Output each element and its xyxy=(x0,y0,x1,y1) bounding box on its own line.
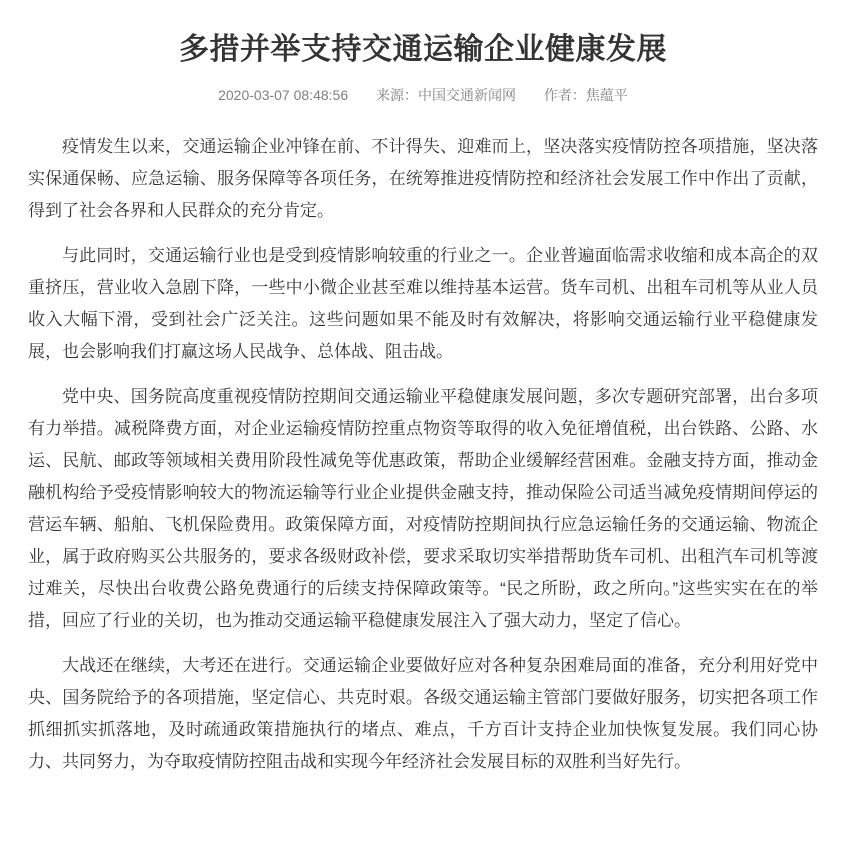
article-author: 作者：焦蕴平 xyxy=(543,87,628,103)
article-paragraph: 与此同时，交通运输行业也是受到疫情影响较重的行业之一。企业普遍面临需求收缩和成本高企的双重挤压，营业收入急剧下降，一些中小微企业甚至难以维持基本运营。货车司机、出租车司机等从业人员收入大幅下滑，受到社会广泛关注。这些问题如果不能及时有效解决，将影响交通运输行业平稳健康发展，也会影响我们打赢这场人民战争、总体战、阻击战。 xyxy=(28,246,818,361)
publish-time: 2020-03-07 08:48:56 xyxy=(218,87,349,103)
article-page xyxy=(0,30,846,778)
article-body xyxy=(28,131,818,778)
article-title: 多措并举支持交通运输企业健康发展 xyxy=(179,33,667,66)
article-paragraph: 党中央、国务院高度重视疫情防控期间交通运输业平稳健康发展问题，多次专题研究部署，出台多项有力举措。减税降费方面，对企业运输疫情防控重点物资等取得的收入免征增值税，出台铁路、公路、水运、民航、邮政等领域相关费用阶段性减免等优惠政策，帮助企业缓解经营困难。金融支持方面，推动金融机构给予受疫情影响较大的物流运输等行业企业提供金融支持，推动保险公司适当减免疫情期间停运的营运车辆、船舶、飞机保险费用。政策保障方面，对疫情防控期间执行应急运输任务的交通运输、物流企业，属于政府购买公共服务的，要求各级财政补偿，要求采取切实举措帮助货车司机、出租汽车司机等渡过难关，尽快出台收费公路免费通行的后续支持保障政策等。“民之所盼，政之所向。”这些实实在在的举措，回应了行业的关切，也为推动交通运输平稳健康发展注入了强大动力，坚定了信心。 xyxy=(28,387,818,630)
article-paragraph: 疫情发生以来，交通运输企业冲锋在前、不计得失、迎难而上，坚决落实疫情防控各项措施，坚决落实保通保畅、应急运输、服务保障等各项任务，在统筹推进疫情防控和经济社会发展工作中作出了贡献，得到了社会各界和人民群众的充分肯定。 xyxy=(28,137,818,220)
article-source: 来源：中国交通新闻网 xyxy=(376,87,516,103)
article-paragraph: 大战还在继续，大考还在进行。交通运输企业要做好应对各种复杂困难局面的准备，充分利用好党中央、国务院给予的各项措施，坚定信心、共克时艰。各级交通运输主管部门要做好服务，切实把各项工作抓细抓实抓落地，及时疏通政策措施执行的堵点、难点，千方百计支持企业加快恢复发展。我们同心协力、共同努力，为夺取疫情防控阻击战和实现今年经济社会发展目标的双胜利当好先行。 xyxy=(28,656,818,771)
article-meta xyxy=(28,87,818,103)
